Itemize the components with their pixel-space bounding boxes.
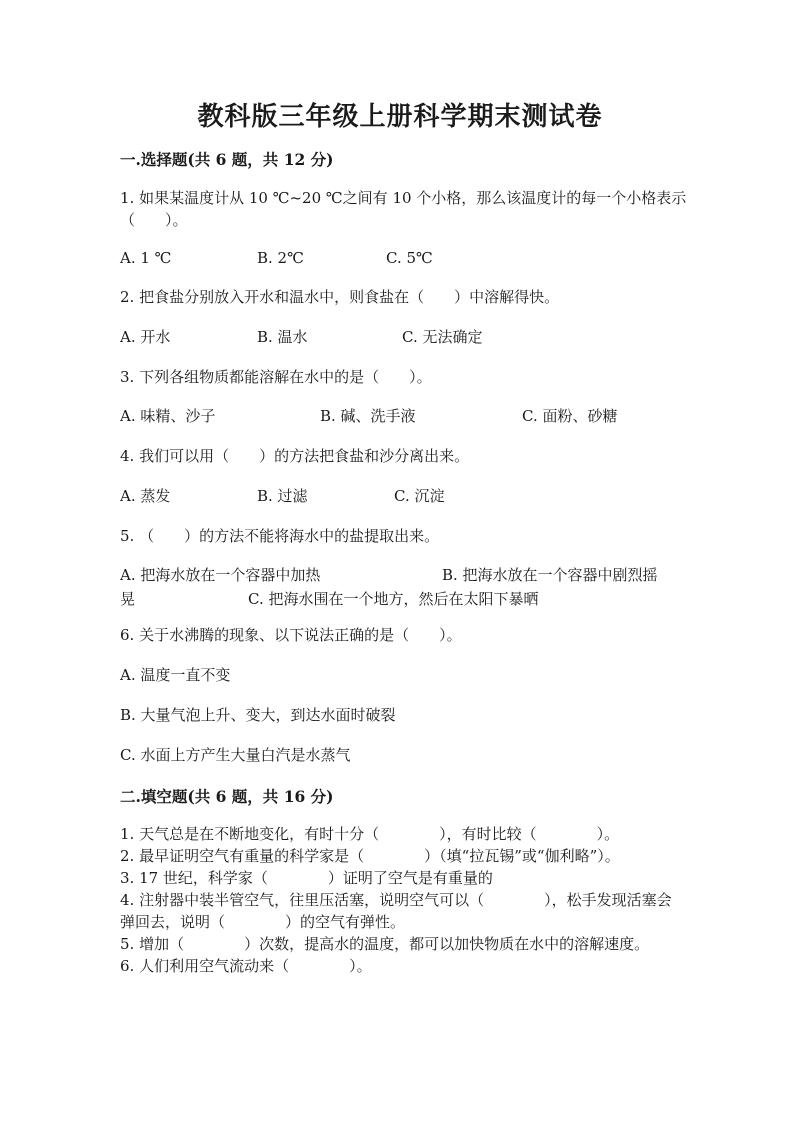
question-6: 6. 关于水沸腾的现象、以下说法正确的是（ ）。	[120, 626, 462, 644]
option-a: A. 温度一直不变	[120, 666, 231, 684]
fill-item-2: 2. 最早证明空气有重量的科学家是（ ）（填“拉瓦锡”或“伽利略”）。	[120, 847, 620, 865]
option-c: C. 5℃	[386, 249, 433, 267]
option-b: B. 碱、洗手液	[320, 407, 416, 425]
option-b: B. 把海水放在一个容器中剧烈摇	[442, 566, 658, 584]
option-c: C. 面粉、砂糖	[522, 407, 618, 425]
option-a: A. 开水	[120, 328, 171, 346]
option-b: B. 2℃	[257, 249, 304, 267]
question-2: 2. 把食盐分别放入开水和温水中，则食盐在（ ）中溶解得快。	[120, 288, 560, 306]
page-title: 教科版三年级上册科学期末测试卷	[197, 102, 603, 132]
option-c: C. 无法确定	[402, 328, 483, 346]
question-1-options	[120, 247, 700, 269]
option-c: C. 水面上方产生大量白汽是水蒸气	[120, 746, 351, 764]
question-3: 3. 下列各组物质都能溶解在水中的是（ ）。	[120, 368, 432, 386]
option-a: A. 1 ℃	[120, 249, 172, 267]
option-b: B. 温水	[257, 328, 308, 346]
fill-item-5: 5. 增加（ ）次数，提高水的温度，都可以加快物质在水中的溶解速度。	[120, 935, 650, 953]
question-4: 4. 我们可以用（ ）的方法把食盐和沙分离出来。	[120, 447, 470, 465]
option-b: B. 过滤	[257, 487, 308, 505]
fill-item-1: 1. 天气总是在不断地变化，有时十分（ ），有时比较（ ）。	[120, 825, 620, 843]
fill-in-list	[120, 823, 685, 977]
fill-item-6: 6. 人们利用空气流动来（ ）。	[120, 957, 372, 975]
option-c: C. 把海水围在一个地方，然后在太阳下暴晒	[248, 590, 539, 608]
fill-item-3: 3. 17 世纪，科学家（ ）证明了空气是有重量的	[120, 869, 493, 887]
option-a: A. 蒸发	[120, 487, 171, 505]
fill-item-4: 4. 注射器中装半管空气，往里压活塞，说明空气可以（ ），松手发现活塞会弹回去，说明（ ）的空气有弹性。	[120, 891, 672, 931]
question-5: 5. （ ）的方法不能将海水中的盐提取出来。	[120, 527, 440, 545]
question-2-options	[120, 326, 700, 348]
question-3-options	[120, 405, 700, 427]
option-b: B. 大量气泡上升、变大，到达水面时破裂	[120, 706, 396, 724]
option-b-continued: 晃	[120, 590, 136, 608]
option-a: A. 味精、沙子	[120, 407, 216, 425]
section-heading-fill: 二.填空题(共 6 题，共 16 分)	[120, 787, 334, 806]
question-5-options	[120, 563, 700, 611]
question-1: 1. 如果某温度计从 10 ℃~20 ℃之间有 10 个小格，那么该温度计的每一个小格表示（ ）。	[120, 189, 687, 229]
option-a: A. 把海水放在一个容器中加热	[120, 566, 321, 584]
question-4-options	[120, 485, 700, 507]
section-heading-choice: 一.选择题(共 6 题，共 12 分)	[120, 150, 334, 169]
option-c: C. 沉淀	[394, 487, 445, 505]
